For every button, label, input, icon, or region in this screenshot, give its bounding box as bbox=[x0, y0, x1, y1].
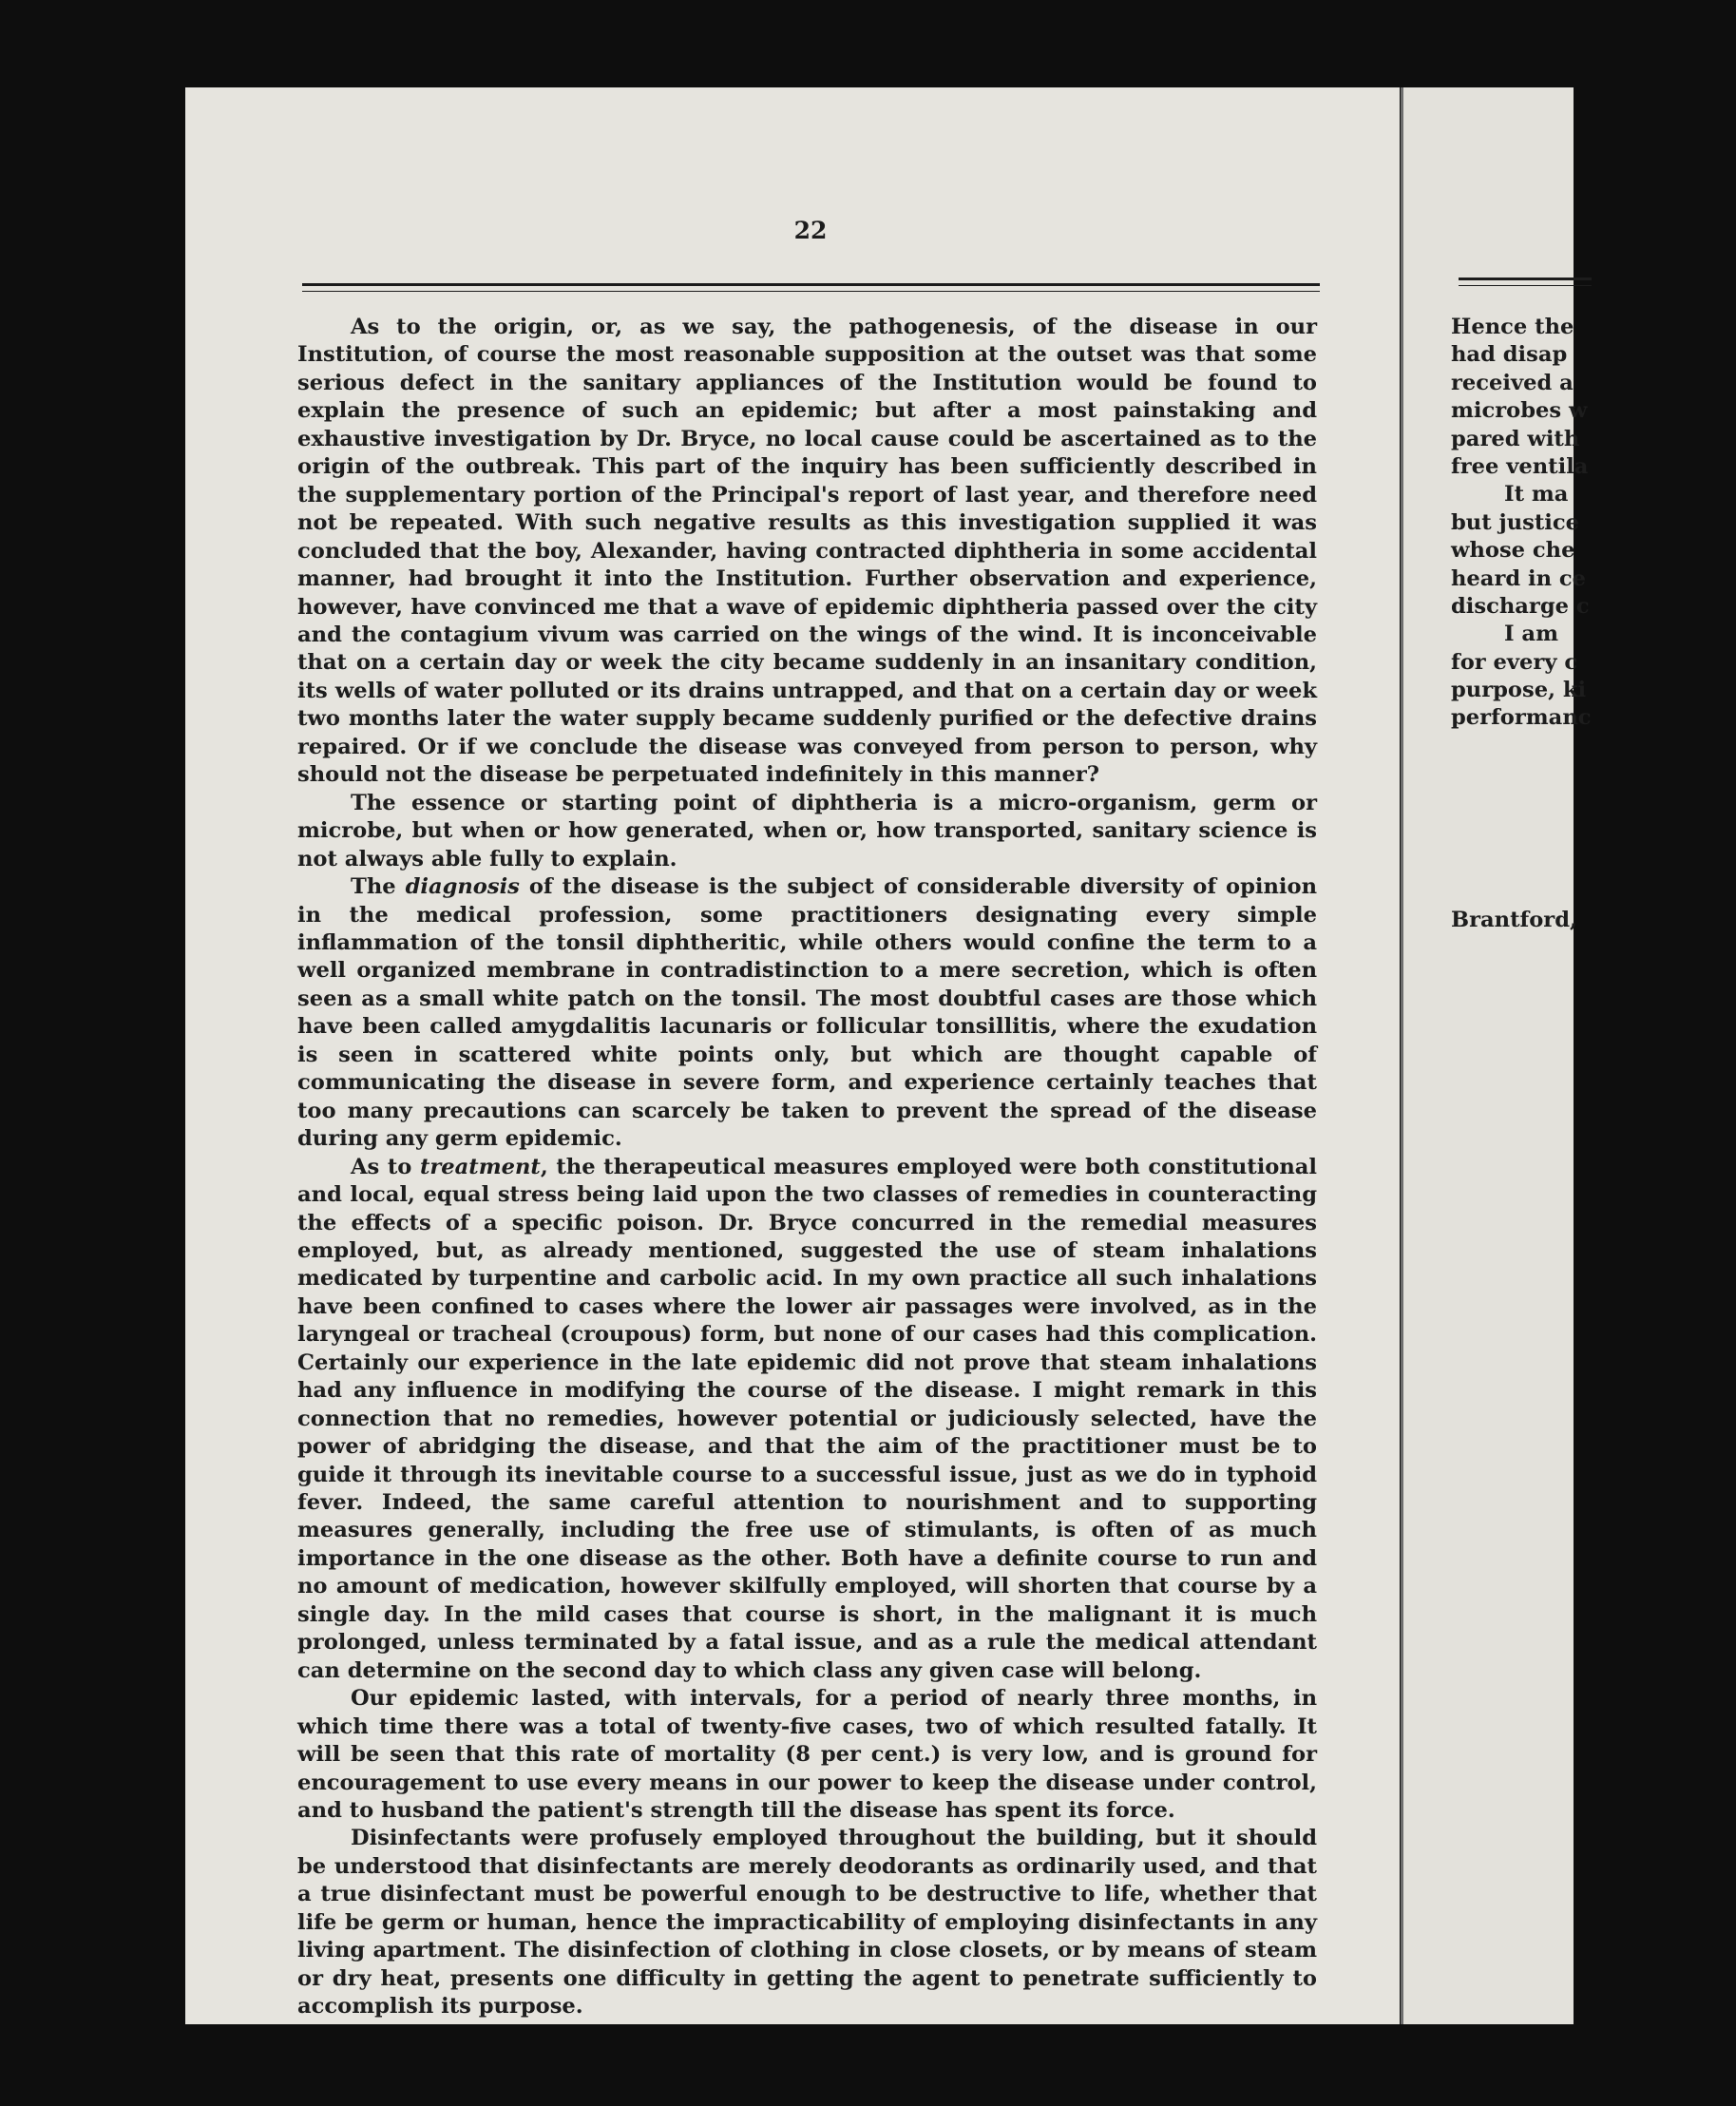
facing-line: heard in ce bbox=[1451, 565, 1587, 591]
paragraph-origin: As to the origin, or, as we say, the pathogenesis, of the disease in our Institution, of course the most reasonable supposition at the outset was that some serious defect in the sanitary appliances of the Institution would be found to explain the presence of such an epidemic; but after a most painstaking and exhaustive investigation by Dr. Bryce, no local cause could be ascertained as to the origin of the outbreak. This part of the inquiry has been sufficiently described in the supplementary portion of the Principal's report of last year, and therefore need not be repeated. With such negative results as this investigation supplied it was concluded that the boy, Alexander, having contracted diphtheria in some accidental manner, had brought it into the Institution. Further observation and experience, however, have convinced me that a wave of epidemic diphtheria passed over the city and the contagium vivum was carried on the wings of the wind. It is inconceivable that on a certain day or week the city became suddenly in an insanitary condition, its wells of water polluted or its drains untrapped, and that on a certain day or week two months later the water supply became suddenly purified or the defective drains repaired. Or if we conclude the disease was conveyed from person to person, why should not the disease be perpetuated indefinitely in this manner? bbox=[297, 315, 1317, 788]
diagnosis-lead: The bbox=[351, 874, 406, 900]
paragraph-treatment bbox=[297, 1154, 1317, 1686]
paragraph-diagnosis bbox=[297, 873, 1317, 1154]
treatment-lead: As to bbox=[351, 1154, 420, 1179]
header-rule-thick bbox=[302, 283, 1320, 286]
facing-line: performanc bbox=[1451, 705, 1592, 731]
facing-line: microbes w bbox=[1451, 398, 1588, 424]
header-rule-thin bbox=[302, 291, 1320, 292]
facing-header-rule-thin bbox=[1459, 285, 1592, 286]
facing-place-name: Brantford, bbox=[1451, 908, 1577, 932]
facing-header-rule-thick bbox=[1459, 278, 1592, 280]
treatment-term: treatment bbox=[419, 1154, 541, 1179]
facing-line: received a bbox=[1451, 370, 1574, 395]
facing-line: free ventila bbox=[1451, 453, 1589, 479]
facing-line: had disap bbox=[1451, 342, 1568, 368]
facing-line: Hence the bbox=[1451, 315, 1574, 339]
page-number: 22 bbox=[793, 217, 828, 244]
diagnosis-text: of the disease is the subject of considerable diversity of opinion in the medical profession, some practitioners designating every simple inflammation of the tonsil diphtheritic, while others would confine the term to a well organized membrane in contradistinction to a mere secretion, which is often seen as a small white patch on the tonsil. The most doubtful cases are those which have been called amygdalitis lacunaris or follicular tonsillitis, where the exudation is seen in scattered white points only, but which are thought capable of communicating the disease in severe form, and experience certainly teaches that too many precautions can scarcely be taken to prevent the spread of the disease during any germ epidemic. bbox=[297, 874, 1317, 1152]
facing-line: but justice bbox=[1451, 509, 1579, 535]
facing-page bbox=[1403, 87, 1592, 2024]
facing-line: pared with bbox=[1451, 426, 1580, 451]
facing-line: whose che bbox=[1451, 538, 1575, 564]
paragraph-disinfectants: Disinfectants were profusely employed throughout the building, but it should be understood that disinfectants are merely deodorants as ordinarily used, and that a true disinfectant must be powerful enough to be destructive to life, whether that life be germ or human, hence the impracticability of employing disinfectants in any living apartment. The disinfection of clothing in close closets, or by means of steam or dry heat, presents one difficulty in getting the agent to penetrate sufficiently to accomplish its purpose. bbox=[297, 1826, 1317, 2020]
paragraph-epidemic: Our epidemic lasted, with intervals, for a period of nearly three months, in which time there was a total of twenty-five cases, two of which resulted fatally. It will be seen that this rate of mortality (8 per cent.) is very low, and is ground for encouragement to use every means in our power to keep the disease under control, and to husband the patient's strength till the disease has spent its force. bbox=[297, 1686, 1317, 1824]
facing-line: discharge c bbox=[1451, 593, 1590, 619]
facing-line: purpose, ki bbox=[1451, 678, 1587, 703]
diagnosis-term: diagnosis bbox=[405, 874, 520, 900]
facing-line: I am bbox=[1504, 622, 1558, 647]
paragraph-essence: The essence or starting point of diphtheria is a micro-organism, germ or microbe, but when or how generated, when or, how transported, sanitary science is not always able fully to explain. bbox=[297, 790, 1317, 871]
treatment-text: , the therapeutical measures employed were both constitutional and local, equal stress being laid upon the two classes of remedies in counteracting the effects of a specific poison. Dr. Bryce concurred in the remedial measures employed, but, as already mentioned, suggested the use of steam inhalations medicated by turpentine and carbolic acid. In my own practice all such inhalations have been confined to cases where the lower air passages were involved, as in the laryngeal or tracheal (croupous) form, but none of our cases had this complication. Certainly our experience in the late epidemic did not prove that steam inhalations had any influence in modifying the course of the disease. I might remark in this connection that no remedies, however potential or judiciously selected, have the power of abridging the disease, and that the aim of the practitioner must be to guide it through its inevitable course to a successful issue, just as we do in typhoid fever. Indeed, the same careful attention to nourishment and to supporting measures generally, including the free use of stimulants, is often of as much importance in the one disease as the other. Both have a definite course to run and no amount of medication, however skilfully employed, will shorten that course by a single day. In the mild cases that course is short, in the malignant it is much prolonged, unless terminated by a fatal issue, and as a rule the medical attendant can determine on the second day to which class any given case will belong. bbox=[297, 1154, 1317, 1683]
facing-line: for every c bbox=[1451, 649, 1578, 675]
facing-page-text bbox=[1451, 314, 1736, 733]
article-body bbox=[297, 314, 1317, 2021]
facing-line: It ma bbox=[1504, 482, 1569, 507]
